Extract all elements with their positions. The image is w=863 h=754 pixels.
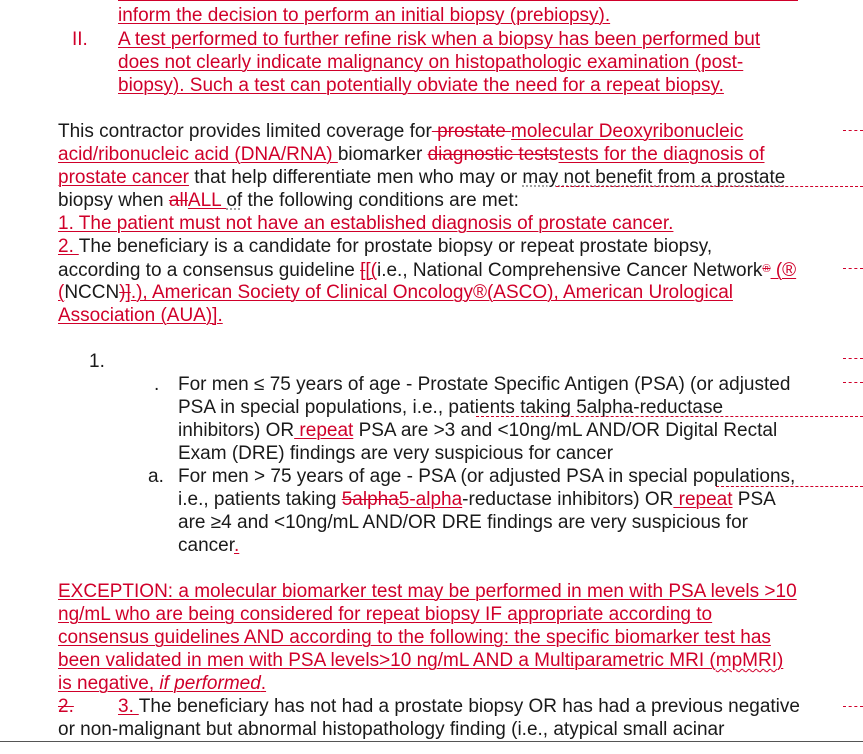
text-run: biopsy when	[58, 190, 169, 211]
list-item-line	[178, 419, 777, 442]
revision-line	[118, 0, 798, 1]
text-run: that help differentiate men who may or	[188, 167, 523, 188]
para1-line	[58, 120, 743, 143]
inserted-text: if performed	[159, 673, 261, 694]
exception-line: EXCEPTION: a molecular biomarker test may be performed in men with PSA levels >10	[58, 581, 797, 602]
text-run: i.e., National Comprehensive Cancer Network	[376, 260, 763, 281]
para1-line	[58, 143, 765, 166]
list-item-line	[178, 488, 776, 511]
comment-connector	[843, 130, 863, 131]
text-run: may not benefit from a prostate	[522, 167, 786, 188]
list-item-line: For men ≤ 75 years of age - Prostate Specific Antigen (PSA) (or adjusted	[178, 374, 791, 395]
condition-2-line	[58, 258, 796, 282]
comment-connector	[556, 186, 863, 187]
text-run: NCCN	[64, 282, 120, 303]
list-item-line: are ≥4 and <10ng/mL AND/OR DRE findings are very suspicious for	[178, 512, 748, 533]
inserted-text: (	[58, 282, 65, 303]
inserted-text: is negative,	[58, 673, 160, 694]
condition-3-line	[118, 695, 800, 718]
exception-line: ng/mL who are being considered for repeat biopsy IF appropriate according to	[58, 604, 713, 625]
comment-connector	[843, 706, 863, 707]
condition-2-line	[58, 281, 733, 304]
list-item-line	[178, 534, 239, 557]
text-run: PSA are >3 and <10ng/mL AND/OR Digital Rectal	[353, 420, 778, 441]
inserted-text: .), American Society of Clinical Oncology®(ASCO), American Urological	[130, 282, 733, 303]
text-run: inhibitors) OR	[178, 420, 295, 441]
inserted-text: .	[260, 673, 267, 694]
list-marker: a.	[148, 466, 164, 487]
exception-line	[58, 672, 266, 695]
text-run: This contractor provides limited coverage for	[58, 121, 432, 142]
comment-connector	[716, 486, 863, 487]
comment-connector	[843, 358, 863, 359]
inserted-text: mpMRI	[715, 650, 777, 671]
exception-line	[58, 649, 783, 672]
text-run: according to a consensus guideline	[58, 260, 361, 281]
deleted-text: )	[119, 282, 126, 303]
inserted-text: repeat	[294, 420, 354, 441]
list-item-line: Exam (DRE) findings are very suspicious for cancer	[178, 443, 614, 464]
inserted-text: repeat	[673, 489, 733, 510]
text-run: i.e., patients taking	[178, 489, 342, 510]
condition-2-line: Association (AUA)].	[58, 305, 223, 326]
condition-1: 1. The patient must not have an established diagnosis of prostate cancer.	[58, 213, 674, 234]
condition-2-line	[58, 235, 712, 258]
deleted-text: ®	[762, 263, 771, 275]
deleted-text: all	[168, 190, 188, 211]
inserted-text: tests for the diagnosis of	[558, 144, 765, 165]
inserted-text: 5-alpha	[398, 489, 463, 510]
list-item-line: PSA in special populations, i.e., patients taking 5alpha-reductase	[178, 397, 724, 418]
text-run: biomarker	[337, 144, 428, 165]
inserted-text: 3.	[118, 696, 139, 717]
exception-line: consensus guidelines AND according to the following: the specific biomarker test has	[58, 627, 771, 648]
deleted-text: ]	[125, 282, 131, 303]
intro-item-line: biopsy). Such a test can potentially obviate the need for a repeat biopsy.	[118, 75, 724, 96]
comment-connector	[843, 382, 863, 383]
condition-3-line: or non-malignant but abnormal histopathology finding (i.e., atypical small acinar	[58, 719, 725, 740]
comment-connector	[476, 416, 863, 417]
text-run: PSA	[732, 489, 776, 510]
text-run: -reductase inhibitors) OR	[462, 489, 674, 510]
inserted-text: been validated in men with PSA levels>10 ng/mL AND a Multiparametric MRI (	[58, 650, 716, 671]
intro-line-top: inform the decision to perform an initial biopsy (prebiopsy).	[118, 5, 611, 26]
list-item-line: For men > 75 years of age - PSA (or adjusted PSA in special populations,	[178, 466, 796, 487]
deleted-text: diagnostic tests	[427, 144, 559, 165]
deleted-number: 2.	[58, 696, 74, 717]
deleted-text: 5alpha	[341, 489, 399, 510]
inserted-text: prostate cancer	[58, 167, 189, 188]
inserted-text: )	[776, 650, 784, 671]
text-run: The beneficiary is a candidate for prostate biopsy or repeat prostate biopsy,	[78, 236, 713, 257]
inserted-text: acid/ribonucleic acid (DNA/RNA)	[58, 144, 338, 165]
inserted-text: .	[233, 535, 240, 556]
deleted-text: [	[360, 260, 366, 281]
inserted-text: [(	[365, 260, 377, 281]
inserted-text: 2.	[58, 236, 79, 257]
intro-item-number: II.	[72, 29, 88, 50]
inserted-text: ALL	[187, 190, 222, 211]
text-run: the following conditions are met:	[242, 190, 519, 211]
inserted-text: (®	[770, 260, 797, 281]
intro-item-line: does not clearly indicate malignancy on histopathologic examination (post-	[118, 52, 744, 73]
inserted-text: molecular Deoxyribonucleic	[511, 121, 744, 142]
intro-item-line: A test performed to further refine risk when a biopsy has been performed but	[118, 29, 761, 50]
list-number: 1.	[89, 351, 105, 372]
page-edge-line	[0, 741, 863, 742]
deleted-text: prostate	[431, 121, 512, 142]
text-run: The beneficiary has not had a prostate biopsy OR has had a previous negative	[138, 696, 800, 717]
list-bullet: .	[154, 374, 160, 395]
comment-connector	[843, 268, 863, 269]
text-run: of	[226, 190, 243, 211]
para1-line	[58, 189, 519, 212]
text-run: cancer	[178, 535, 234, 556]
